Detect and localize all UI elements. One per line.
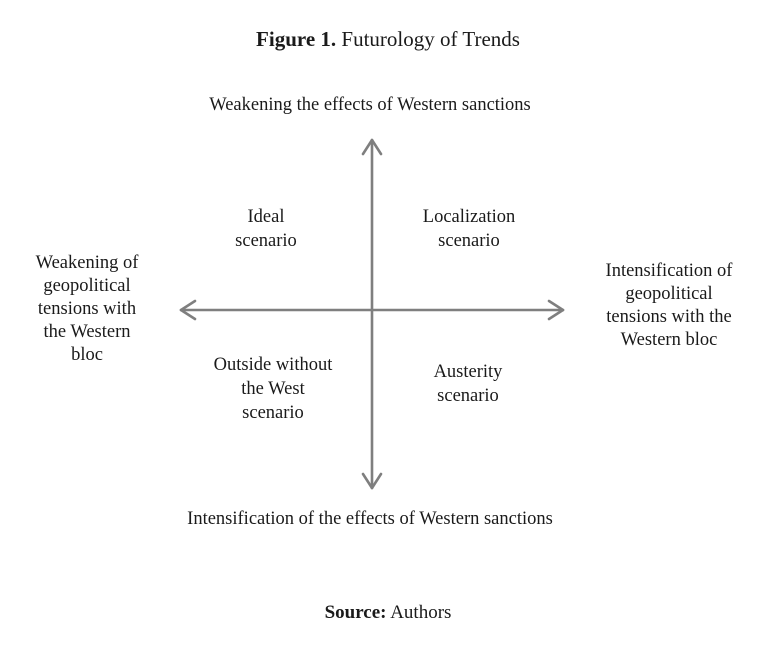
source-label: Source:	[324, 602, 387, 623]
quadrant-line: Outside without	[213, 355, 333, 375]
quadrant-line: Austerity	[433, 362, 503, 382]
axis-label-top: Weakening the effects of Western sanctions	[209, 95, 531, 115]
source-text: Authors	[390, 602, 452, 623]
quadrant-top-left	[200, 205, 332, 253]
quadrant-top-right	[398, 205, 540, 253]
axis-label-left	[10, 252, 164, 367]
quadrant-line: the West	[241, 379, 305, 399]
quadrant-bottom-right	[398, 360, 538, 408]
axis-label-right	[578, 260, 760, 352]
axis-label-left-line: Weakening of	[35, 253, 139, 273]
axis-label-left-line: bloc	[71, 345, 103, 365]
quadrant-line: scenario	[437, 386, 499, 406]
quadrant-line: scenario	[242, 403, 304, 423]
figure-source	[0, 601, 776, 625]
axis-label-right-line: Western bloc	[620, 330, 718, 350]
quadrant-bottom-left	[195, 353, 351, 425]
figure-title-text: Futurology of Trends	[341, 27, 520, 51]
axis-label-left-line: geopolitical	[43, 276, 131, 296]
quadrant-line: Localization	[422, 207, 516, 227]
quadrant-line: Ideal	[247, 207, 285, 227]
figure-label: Figure 1.	[256, 27, 337, 51]
axis-label-bottom: Intensification of the effects of Western sanctions	[187, 509, 553, 529]
axis-label-right-line: geopolitical	[625, 284, 713, 304]
axis-label-right-line: tensions with the	[606, 307, 732, 327]
axis-label-right-line: Intensification of	[605, 261, 733, 281]
axis-label-left-line: tensions with	[37, 299, 137, 319]
quadrant-line: scenario	[438, 231, 500, 251]
quadrant-line: scenario	[235, 231, 297, 251]
axis-label-left-line: the Western	[43, 322, 131, 342]
